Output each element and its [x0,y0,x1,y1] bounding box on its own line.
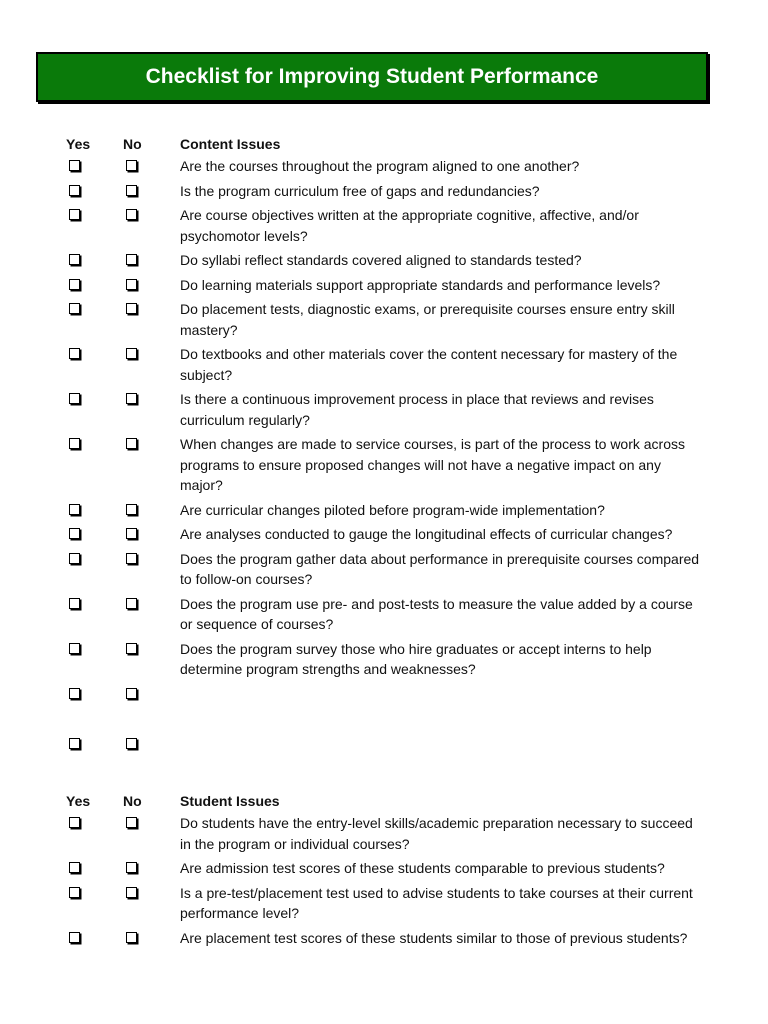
yes-checkbox[interactable] [69,209,80,220]
checklist-row [66,594,706,635]
yes-cell [66,883,123,924]
yes-cell [66,813,123,854]
checklist-row [66,275,706,296]
section-heading: Student Issues [180,793,280,809]
yes-cell [66,205,123,246]
no-checkbox[interactable] [126,393,137,404]
yes-checkbox[interactable] [69,160,80,171]
checklist-row [66,181,706,202]
yes-checkbox[interactable] [69,688,80,699]
yes-cell [66,734,123,754]
page-title: Checklist for Improving Student Performance [145,65,599,88]
question-text: Are placement test scores of these students similar to those of previous students? [180,929,688,946]
yes-cell [66,434,123,496]
yes-checkbox[interactable] [69,598,80,609]
yes-cell [66,639,123,680]
question-text: When changes are made to service courses, is part of the process to work across programs to ensure proposed changes will not have a negative impact on any major? [180,436,686,493]
checklist-row [66,205,706,246]
no-cell [123,434,180,496]
no-checkbox[interactable] [126,438,137,449]
yes-cell [66,684,123,704]
no-checkbox[interactable] [126,303,137,314]
question-text: Is a pre-test/placement test used to advise students to take courses at their current performance level? [180,884,693,921]
checklist-row [66,734,706,754]
no-checkbox[interactable] [126,160,137,171]
question-text: Are curricular changes piloted before program-wide implementation? [180,501,605,518]
yes-checkbox[interactable] [69,862,80,873]
no-cell [123,344,180,385]
yes-cell [66,389,123,430]
no-cell [123,734,180,754]
question-text: Does the program gather data about performance in prerequisite courses compared to follow-on courses? [180,550,700,587]
no-cell [123,389,180,430]
checklist-row [66,928,706,949]
yes-checkbox[interactable] [69,932,80,943]
question-text: Does the program survey those who hire graduates or accept interns to help determine program strengths and weaknesses? [180,640,652,677]
checklist-row [66,434,706,496]
no-checkbox[interactable] [126,887,137,898]
question-text: Are the courses throughout the program aligned to one another? [180,158,580,174]
yes-cell [66,928,123,949]
checklist-row [66,684,706,704]
no-cell [123,181,180,202]
checklist-row [66,500,706,521]
no-checkbox[interactable] [126,738,137,749]
question-text: Do placement tests, diagnostic exams, or prerequisite courses ensure entry skill mastery? [180,301,675,338]
no-checkbox[interactable] [126,185,137,196]
student-issues-section [66,789,706,948]
no-cell [123,684,180,704]
no-checkbox[interactable] [126,817,137,828]
no-cell [123,205,180,246]
yes-checkbox[interactable] [69,887,80,898]
yes-checkbox[interactable] [69,393,80,404]
yes-checkbox[interactable] [69,817,80,828]
no-cell [123,156,180,177]
question-text [180,734,706,754]
checklist-row [66,858,706,879]
question-text: Are admission test scores of these students comparable to previous students? [180,860,665,876]
no-cell [123,549,180,590]
yes-cell [66,549,123,590]
section-header [66,132,706,152]
yes-checkbox[interactable] [69,553,80,564]
no-checkbox[interactable] [126,504,137,515]
no-cell [123,858,180,879]
no-checkbox[interactable] [126,348,137,359]
question-text: Is there a continuous improvement process in place that reviews and revises curriculum regularly? [180,391,654,428]
no-checkbox[interactable] [126,209,137,220]
question-text: Is the program curriculum free of gaps and redundancies? [180,182,540,199]
checklist-row [66,813,706,854]
no-cell [123,250,180,271]
checklist-row [66,639,706,680]
yes-cell [66,500,123,521]
yes-checkbox[interactable] [69,279,80,290]
no-checkbox[interactable] [126,553,137,564]
question-text: Do textbooks and other materials cover the content necessary for mastery of the subject? [180,346,678,383]
no-cell [123,594,180,635]
no-column-header: No [123,793,142,809]
checklist-row [66,549,706,590]
yes-checkbox[interactable] [69,303,80,314]
no-checkbox[interactable] [126,598,137,609]
content-issues-section [66,132,706,754]
title-banner [36,52,708,102]
section-header [66,789,706,809]
yes-checkbox[interactable] [69,254,80,265]
question-text: Does the program use pre- and post-tests to measure the value added by a course or sequence of courses? [180,595,693,632]
no-cell [123,883,180,924]
question-text: Do students have the entry-level skills/academic preparation necessary to succeed in the program or individual courses? [180,815,693,852]
no-checkbox[interactable] [126,528,137,539]
no-column-header: No [123,136,142,152]
checklist-row [66,156,706,177]
yes-checkbox[interactable] [69,504,80,515]
question-text: Do syllabi reflect standards covered aligned to standards tested? [180,252,582,268]
yes-cell [66,344,123,385]
checklist-row [66,299,706,340]
no-cell [123,639,180,680]
yes-checkbox[interactable] [69,438,80,449]
checklist-row [66,883,706,924]
yes-cell [66,156,123,177]
no-cell [123,524,180,545]
question-text [180,684,706,704]
no-cell [123,928,180,949]
yes-cell [66,858,123,879]
yes-checkbox[interactable] [69,348,80,359]
checklist-row [66,524,706,545]
section-heading: Content Issues [180,136,281,152]
checklist-row [66,250,706,271]
yes-checkbox[interactable] [69,528,80,539]
checklist-row [66,344,706,385]
yes-cell [66,250,123,271]
no-checkbox[interactable] [126,862,137,873]
question-text: Are course objectives written at the appropriate cognitive, affective, and/or psychomotor levels? [180,207,639,244]
yes-checkbox[interactable] [69,643,80,654]
yes-column-header: Yes [66,136,91,152]
yes-cell [66,299,123,340]
yes-cell [66,181,123,202]
no-checkbox[interactable] [126,279,137,290]
yes-cell [66,594,123,635]
yes-column-header: Yes [66,793,91,809]
no-cell [123,275,180,296]
yes-cell [66,524,123,545]
question-text: Are analyses conducted to gauge the longitudinal effects of curricular changes? [180,526,673,542]
no-checkbox[interactable] [126,254,137,265]
yes-checkbox[interactable] [69,185,80,196]
no-checkbox[interactable] [126,688,137,699]
no-checkbox[interactable] [126,932,137,943]
yes-cell [66,275,123,296]
no-cell [123,813,180,854]
no-cell [123,500,180,521]
no-checkbox[interactable] [126,643,137,654]
checklist-row [66,389,706,430]
question-text: Do learning materials support appropriate standards and performance levels? [180,276,661,293]
no-cell [123,299,180,340]
yes-checkbox[interactable] [69,738,80,749]
